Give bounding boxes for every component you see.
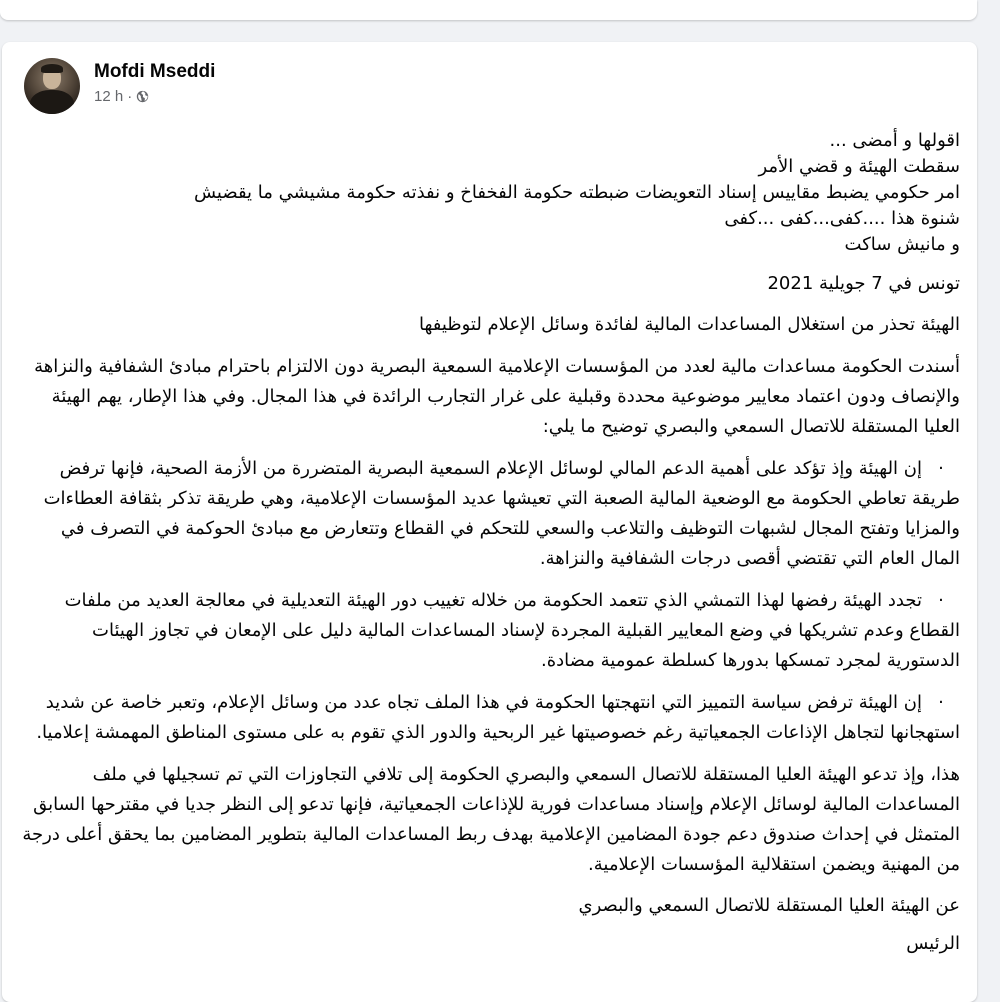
bullet-item bbox=[20, 586, 960, 676]
avatar-hair bbox=[41, 64, 63, 73]
bullet-text: إن الهيئة وإذ تؤكد على أهمية الدعم المالي لوسائل الإعلام السمعية البصرية المتضررة من الأزمة الصحية، فإنها ترفض طريقة تعاطي الحكومة مع الوضعية المالية الصعبة التي تعيشها عديد المؤسسات الإعلامية، وهي طريقة تذكر بثقافة العطاءات والمزايا وتفتح المجال لشبهات التوظيف والتلاعب والسعي للتحكم في القطاع وتتعارض مع مبادئ الحوكمة في التصرف في المال العام التي تقتضي أقصى درجات الشفافية والنزاهة. bbox=[43, 458, 960, 569]
bullet-item bbox=[20, 454, 960, 574]
intro-line: و مانيش ساكت bbox=[844, 234, 960, 255]
post-header-text bbox=[94, 60, 215, 105]
date-line: تونس في 7 جويلية 2021 bbox=[767, 273, 960, 294]
previous-post-card bbox=[0, 0, 977, 20]
paragraph-2: هذا، وإذ تدعو الهيئة العليا المستقلة للاتصال السمعي والبصري الحكومة إلى تلافي التجاوزات التي تم تسجيلها في ملف المساعدات المالية لوسائل الإعلام وإسناد مساعدات فورية للإذاعات الجمعياتية، فإنها تدعو إلى النظر جديا في مقترحها السابق المتمثل في إحداث صندوق دعم جودة المضامين الإعلامية بهدف ربط المساعدات المالية بتطوير المضامين بما يحقق أعلى درجة من المهنية ويضمن استقلالية المؤسسات الإعلامية. bbox=[22, 764, 960, 875]
globe-icon[interactable] bbox=[136, 90, 149, 103]
signature: عن الهيئة العليا المستقلة للاتصال السمعي والبصري bbox=[578, 895, 960, 916]
post-body bbox=[20, 128, 960, 958]
post-card bbox=[2, 42, 977, 1002]
bullet-text: إن الهيئة ترفض سياسة التمييز التي انتهجتها الحكومة في هذا الملف تجاه عدد من وسائل الإعلام، وتعبر خاصة عن شديد استهجانها لتجاهل الإذاعات الجمعياتية رغم خصوصيتها غير الربحية والدور الذي تقوم به على مستوى المناطق المهمشة إعلاميا. bbox=[36, 692, 960, 743]
meta-separator: · bbox=[127, 87, 133, 105]
bullet-marker: · bbox=[938, 458, 944, 479]
avatar-shoulders bbox=[30, 90, 74, 114]
post-timestamp[interactable]: 12 h bbox=[94, 87, 124, 105]
bullet-marker: · bbox=[938, 692, 944, 713]
intro-line: سقطت الهيئة و قضي الأمر bbox=[758, 156, 960, 177]
bullet-text: تجدد الهيئة رفضها لهذا التمشي الذي تتعمد الحكومة من خلاله تغييب دور الهيئة التعديلية في معالجة العديد من ملفات القطاع وعدم تشريكها في وضع المعايير القبلية المجردة لإسناد المساعدات المالية دليل على الإمعان في تجاوز الهيئات الدستورية لمجرد تمسكها بدورها كسلطة عمومية مضادة. bbox=[64, 590, 960, 671]
paragraph-1: أسندت الحكومة مساعدات مالية لعدد من المؤسسات الإعلامية السمعية البصرية دون الالتزام باحترام مبادئ الشفافية والنزاهة والإنصاف ودون اعتماد معايير موضوعية محددة وقبلية على غرار التجارب الرائدة في هذا المجال. وفي هذا الإطار، يهم الهيئة العليا المستقلة للاتصال السمعي والبصري توضيح ما يلي: bbox=[34, 356, 960, 437]
post-meta bbox=[94, 88, 215, 105]
intro-line: امر حكومي يضبط مقاييس إسناد التعويضات ضبطته حكومة الفخفاخ و نفذته حكومة مشيشي ما يقضيش bbox=[193, 182, 960, 203]
signature-role: الرئيس bbox=[906, 933, 960, 954]
author-name[interactable]: Mofdi Mseddi bbox=[94, 60, 216, 82]
post-header bbox=[24, 58, 215, 114]
bullet-marker: · bbox=[938, 590, 944, 611]
headline: الهيئة تحذر من استغلال المساعدات المالية لفائدة وسائل الإعلام لتوظيفها bbox=[418, 314, 960, 335]
bullet-item bbox=[20, 688, 960, 748]
avatar[interactable] bbox=[24, 58, 80, 114]
intro-line: شنوة هذا ....كفى...كفى ...كفى bbox=[724, 208, 960, 229]
intro-line: اقولها و أمضى ... bbox=[829, 130, 960, 151]
